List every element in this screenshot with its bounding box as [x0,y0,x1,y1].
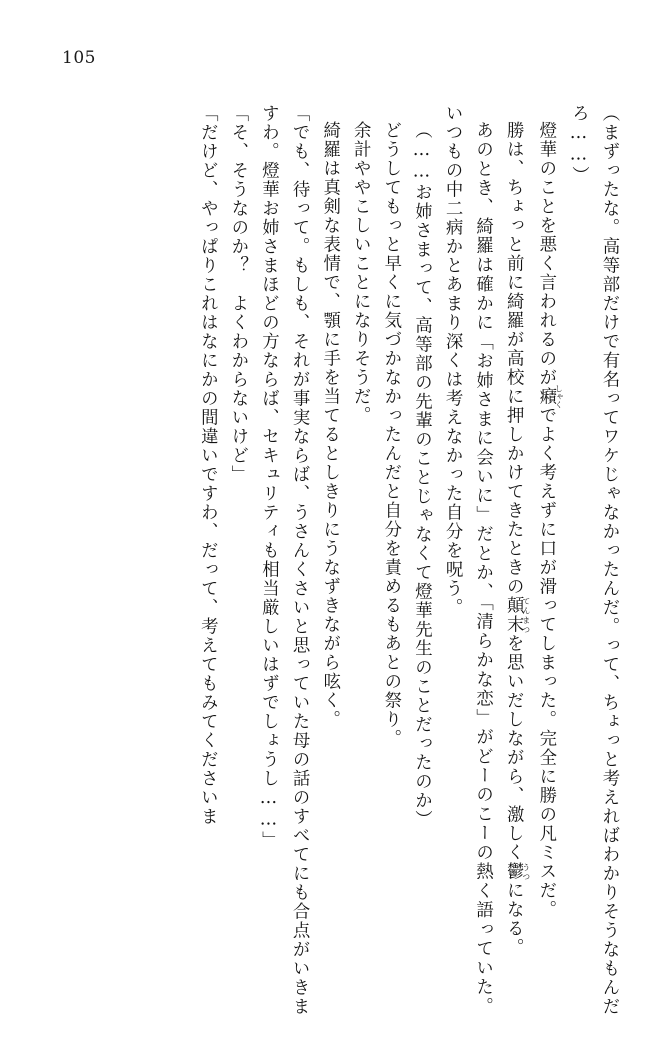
paragraph: 「でも、待って。もしも、それが事実ならば、うさんくさいと思っていた母の話のすべてにも合点がいきますわ。燈華お姉さまほどの方ならば、セキュリティも相当厳しいはずでしょうし……」 [258,104,310,1016]
paragraph: 「そ、そうなのか？ よくわからないけど」 [227,104,248,484]
paragraph: 余計ややこしいことになりそうだ。 [350,121,371,425]
page-number: 105 [62,48,96,68]
paragraph: （まずったな。高等部だけで有名ってワケじゃなかったんだ。って、ちょっと考えればわかりそうなもんだろ……） [568,104,619,1016]
page-text-body [46,104,624,1016]
paragraph: 勝は、ちょっと前に綺羅が高校に押しかけてきたときの顛末てんまつを思いだしながら、激しく鬱うつになる。 [503,121,531,957]
paragraph: 綺羅は真剣な表情で、顎に手を当てるとしきりにうなずきながら呟く。 [319,121,340,729]
paragraph: どうしてもっと早くに気づかなかったんだと自分を責めるもあとの祭り。 [380,121,401,748]
paragraph: 燈華のことを悪く言われるのが癪しゃくでよく考えずに口が滑ってしまった。完全に勝の凡ミスだ。 [535,121,564,919]
paragraph: 「だけど、やっぱりこれはなにかの間違いですわ、だって、考えてもみてくださいま [197,104,218,826]
paragraph: （……お姉さまって、高等部の先輩のことじゃなくて燈華先生のことだったのか） [411,121,432,830]
paragraph: あのとき、綺羅は確かに「お姉さまに会いに」だとか、「清らかな恋」がどーのこーの熱く語っていた。いつもの中二病かとあまり深くは考えなかった自分を呪う。 [442,104,493,1016]
